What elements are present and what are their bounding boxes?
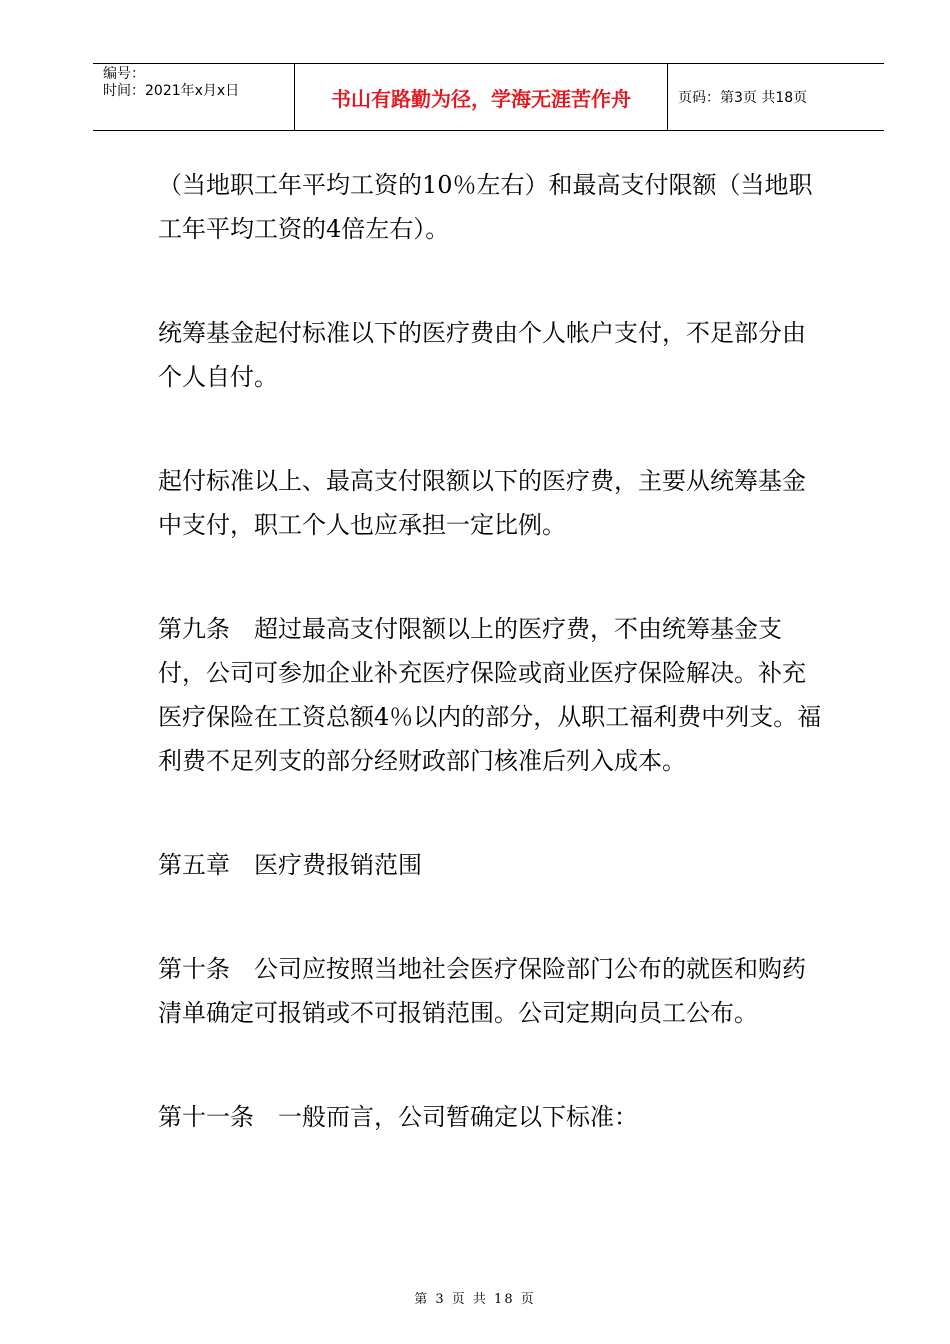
page-header — [93, 63, 884, 131]
article-11-paragraph: 第十一条 一般而言，公司暂确定以下标准： — [158, 1103, 638, 1131]
header-page-info — [668, 64, 884, 130]
paragraph: 统筹基金起付标准以下的医疗费由个人帐户支付，不足部分由个人自付。 — [158, 319, 806, 391]
chapter-heading: 第五章 医疗费报销范围 — [158, 851, 422, 879]
article-9-paragraph: 第九条 超过最高支付限额以上的医疗费，不由统筹基金支付，公司可参加企业补充医疗保险或商业医疗保险解决。补充医疗保险在工资总额4％以内的部分，从职工福利费中列支。福利费不足列支的部分经财政部门核准后列入成本。 — [158, 615, 822, 775]
header-meta — [93, 64, 295, 130]
motto-text: 书山有路勤为径，学海无涯苦作舟 — [331, 86, 631, 111]
document-number-label: 编号： — [103, 66, 145, 82]
footer-page-number: 第 3 页 共 18 页 — [414, 1292, 536, 1307]
page-info-text: 页码：第3页 共18页 — [678, 90, 808, 106]
paragraph: 起付标准以上、最高支付限额以下的医疗费，主要从统筹基金中支付，职工个人也应承担一定比例。 — [158, 467, 806, 539]
document-time-label: 时间：2021年x月x日 — [103, 83, 240, 99]
paragraph: （当地职工年平均工资的10％左右）和最高支付限额（当地职工年平均工资的4倍左右）。 — [158, 171, 813, 243]
article-10-paragraph: 第十条 公司应按照当地社会医疗保险部门公布的就医和购药清单确定可报销或不可报销范围。公司定期向员工公布。 — [158, 955, 806, 1027]
header-motto — [295, 64, 668, 130]
document-body — [158, 163, 823, 1199]
page-footer — [0, 1288, 950, 1307]
